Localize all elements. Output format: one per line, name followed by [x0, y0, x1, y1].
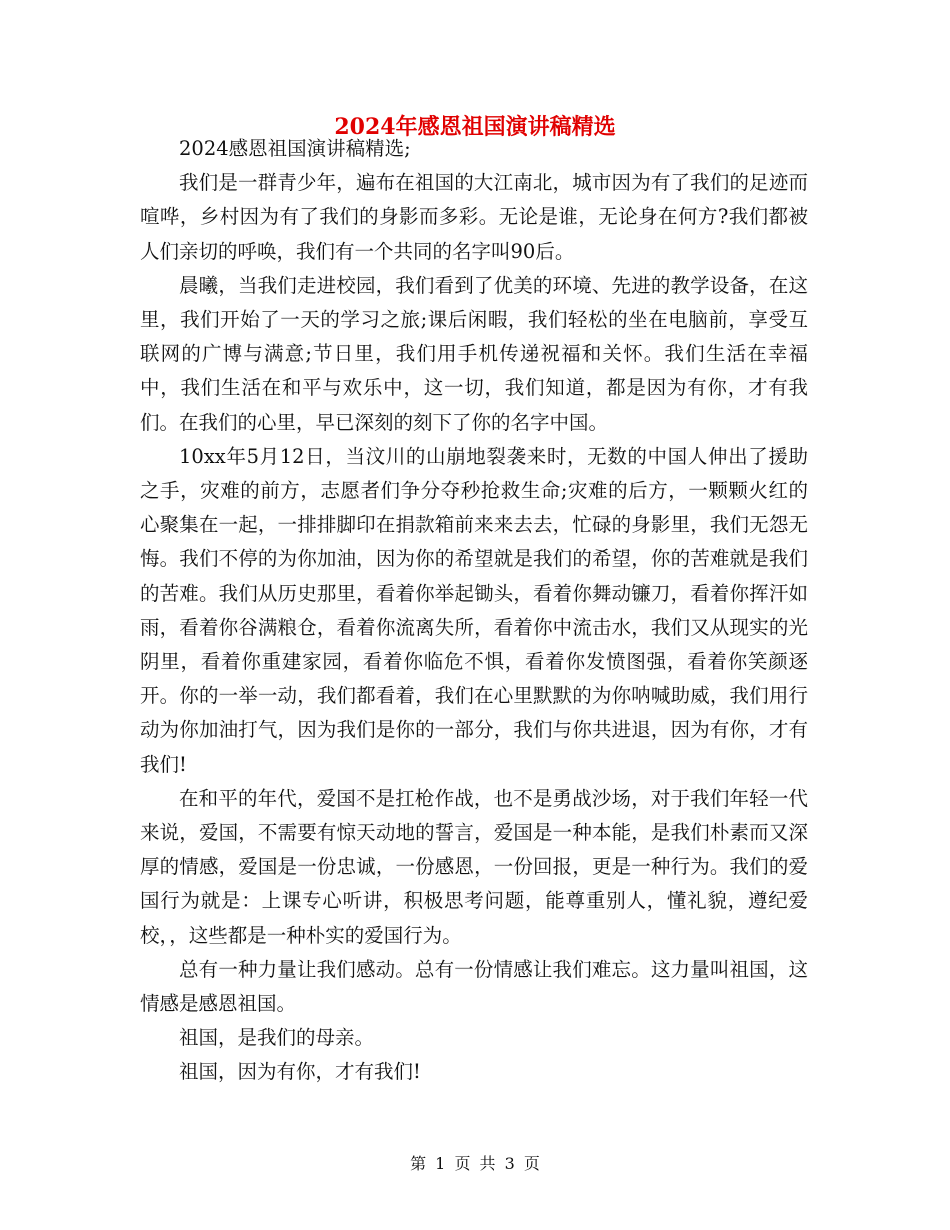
- paragraph-2: 我们是一群青少年，遍布在祖国的大江南北，城市因为有了我们的足迹而喧哗，乡村因为有了我们的身影而多彩。无论是谁，无论身在何方?我们都被人们亲切的呼唤，我们有一个共同的名字叫90后。: [140, 171, 808, 263]
- paragraph-8: 祖国，因为有你，才有我们!: [179, 1060, 421, 1084]
- paragraph-3: 晨曦，当我们走进校园，我们看到了优美的环境、先进的教学设备，在这里，我们开始了一天的学习之旅;课后闲暇，我们轻松的坐在电脑前，享受互联网的广博与满意;节日里，我们用手机传递祝福和关怀。我们生活在幸福中，我们生活在和平与欢乐中，这一切，我们知道，都是因为有你，才有我们。在我们的心里，早已深刻的刻下了你的名字中国。: [140, 273, 808, 434]
- paragraph-7: 祖国，是我们的母亲。: [179, 1026, 375, 1050]
- paragraph-6: 总有一种力量让我们感动。总有一份情感让我们难忘。这力量叫祖国，这情感是感恩祖国。: [140, 957, 808, 1016]
- paragraph-4: 10xx年5月12日，当汶川的山崩地裂袭来时，无数的中国人伸出了援助之手，灾难的前方，志愿者们争分夺秒抢救生命;灾难的后方，一颗颗火红的心聚集在一起，一排排脚印在捐款箱前来来去去，忙碌的身影里，我们无怨无悔。我们不停的为你加油，因为你的希望就是我们的希望，你的苦难就是我们的苦难。我们从历史那里，看着你举起锄头，看着你舞动镰刀，看着你挥汗如雨，看着你谷满粮仓，看着你流离失所，看着你中流击水，我们又从现实的光阴里，看着你重建家园，看着你临危不惧，看着你发愤图强，看着你笑颜逐开。你的一举一动，我们都看着，我们在心里默默的为你呐喊助威，我们用行动为你加油打气，因为我们是你的一部分，我们与你共进退，因为有你，才有我们!: [140, 444, 808, 776]
- document-body: [140, 132, 808, 1090]
- paragraph-1: 2024感恩祖国演讲稿精选;: [179, 137, 411, 160]
- document-title: 2024年感恩祖国演讲稿精选: [334, 114, 616, 140]
- paragraph-5: 在和平的年代，爱国不是扛枪作战，也不是勇战沙场，对于我们年轻一代来说，爱国，不需要有惊天动地的誓言，爱国是一种本能，是我们朴素而又深厚的情感，爱国是一份忠诚，一份感恩，一份回报，更是一种行为。我们的爱国行为就是：上课专心听讲，积极思考问题，能尊重别人，懂礼貌，遵纪爱校，，这些都是一种朴实的爱国行为。: [140, 786, 808, 947]
- page-footer: 第 1 页 共 3 页: [410, 1154, 540, 1173]
